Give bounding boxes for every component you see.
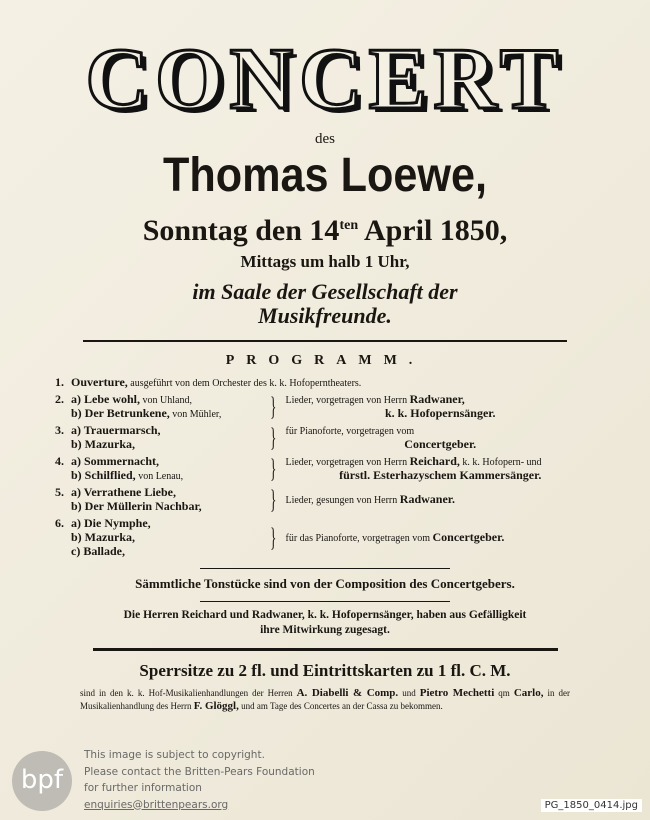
singers-note bbox=[0, 608, 650, 638]
work-extra: von Lenau, bbox=[135, 471, 184, 482]
brace: } bbox=[270, 523, 277, 552]
singers-note-line2: ihre Mitwirkung zugesagt. bbox=[260, 624, 390, 636]
work-name: b) Der Betrunkene, bbox=[71, 406, 170, 420]
item-number: 4. bbox=[55, 454, 64, 468]
sales-shop: Pietro Mechetti bbox=[419, 687, 495, 699]
item-description bbox=[285, 531, 595, 545]
program-item bbox=[55, 517, 595, 559]
work-title bbox=[71, 545, 261, 559]
item-number: 6. bbox=[55, 516, 64, 530]
desc-line2: Concertgeber. bbox=[404, 437, 477, 451]
watermark-line2: Please contact the Britten-Pears Foundation bbox=[84, 765, 315, 778]
venue-line1: im Saale der Gesellschaft der bbox=[192, 279, 458, 304]
program-item bbox=[55, 376, 595, 390]
program-heading: PROGRAMM. bbox=[225, 353, 425, 368]
poster bbox=[0, 30, 650, 713]
ticket-sales-info bbox=[80, 687, 570, 713]
desc-performer: Concertgeber. bbox=[432, 530, 505, 544]
divider bbox=[93, 648, 558, 651]
divider bbox=[200, 601, 450, 602]
item-description bbox=[285, 393, 595, 421]
work-name: a) Lebe wohl, bbox=[71, 392, 140, 406]
work-extra: von Mühler, bbox=[169, 409, 222, 420]
work-extra: von Uhland, bbox=[140, 395, 192, 406]
venue-line2: Musikfreunde. bbox=[258, 303, 392, 328]
program-item bbox=[55, 424, 595, 452]
work-title bbox=[71, 469, 261, 483]
work-title bbox=[71, 455, 261, 469]
sales-text: und bbox=[398, 688, 420, 698]
poster-title: CONCERT bbox=[85, 31, 565, 128]
work-title bbox=[71, 407, 261, 421]
work-title bbox=[71, 486, 261, 500]
sales-shop: Carlo, bbox=[513, 687, 544, 699]
work-name: a) Verrathene Liebe, bbox=[71, 485, 176, 499]
desc-text: Lieder, gesungen von Herrn bbox=[285, 495, 400, 506]
item-description bbox=[285, 493, 595, 507]
item-number: 2. bbox=[55, 392, 64, 406]
item-number: 3. bbox=[55, 423, 64, 437]
desc-performer: Radwaner, bbox=[409, 392, 465, 406]
work-name: b) Mazurka, bbox=[71, 530, 135, 544]
divider bbox=[200, 568, 450, 569]
sales-text: qm bbox=[494, 688, 514, 698]
copyright-watermark bbox=[0, 747, 315, 817]
work-extra: ausgeführt von dem Orchester des k. k. Hofoperntheaters. bbox=[127, 378, 362, 389]
desc-text: Lieder, vorgetragen von Herrn bbox=[285, 457, 410, 468]
brace: } bbox=[270, 485, 277, 514]
ticket-prices: Sperrsitze zu 2 fl. und Eintrittskarten zu 1 fl. C. M. bbox=[139, 661, 511, 680]
venue bbox=[0, 280, 650, 328]
desc-text: für Pianoforte, vorgetragen vom bbox=[285, 426, 415, 437]
performer-name: Thomas Loewe, bbox=[162, 149, 488, 202]
work-name: b) Der Müllerin Nachbar, bbox=[71, 499, 202, 513]
desc-text: Lieder, vorgetragen von Herrn bbox=[285, 395, 410, 406]
work-title bbox=[71, 376, 595, 390]
program-item bbox=[55, 393, 595, 421]
item-description bbox=[285, 455, 595, 483]
work-name: b) Schilflied, bbox=[71, 468, 136, 482]
work-name: a) Sommernacht, bbox=[71, 454, 159, 468]
watermark-line1: This image is subject to copyright. bbox=[84, 749, 265, 761]
sales-text: in der Musikalienhandlung des Herrn bbox=[80, 688, 570, 711]
work-title bbox=[71, 500, 261, 514]
file-id-label: PG_1850_0414.jpg bbox=[541, 799, 642, 812]
composition-note: Sämmtliche Tonstücke sind von der Composition des Concertgebers. bbox=[135, 576, 515, 591]
brace: } bbox=[270, 392, 277, 421]
sales-shop: A. Diabelli & Comp. bbox=[296, 687, 399, 699]
item-number: 5. bbox=[55, 485, 64, 499]
date-post: April 1850, bbox=[358, 214, 508, 247]
divider bbox=[83, 340, 567, 342]
date-pre: Sonntag den 14 bbox=[142, 214, 340, 247]
desc-performer: Radwaner. bbox=[399, 492, 456, 506]
work-name: a) Die Nymphe, bbox=[71, 516, 151, 530]
work-name: Ouverture, bbox=[71, 375, 128, 389]
sales-shop: F. Glöggl, bbox=[193, 700, 239, 712]
program-list bbox=[55, 376, 595, 559]
work-title bbox=[71, 393, 261, 407]
singers-note-line1: Die Herren Reichard und Radwaner, k. k. Hofopernsänger, haben aus Gefälligkeit bbox=[123, 609, 527, 621]
item-description bbox=[285, 424, 595, 452]
des-text: des bbox=[315, 131, 335, 147]
desc-text: für das Pianoforte, vorgetragen vom bbox=[285, 533, 433, 544]
desc-performer: Reichard, bbox=[409, 454, 460, 468]
item-number: 1. bbox=[55, 375, 64, 389]
program-item bbox=[55, 455, 595, 483]
desc-line2: k. k. Hofopernsänger. bbox=[384, 406, 496, 420]
brace: } bbox=[270, 423, 277, 452]
concert-time: Mittags um halb 1 Uhr, bbox=[240, 252, 410, 271]
work-name: b) Mazurka, bbox=[71, 437, 135, 451]
desc-text: k. k. Hofopern- und bbox=[459, 457, 542, 468]
watermark-line3: for further information bbox=[84, 782, 202, 794]
work-name: c) Ballade, bbox=[71, 544, 125, 558]
work-title bbox=[71, 531, 261, 545]
program-item bbox=[55, 486, 595, 514]
work-title bbox=[71, 438, 261, 452]
email-link[interactable]: enquiries@brittenpears.org bbox=[84, 798, 229, 811]
work-title bbox=[71, 517, 261, 531]
bpf-logo: bpf bbox=[12, 751, 72, 811]
sales-text: sind in den k. k. Hof-Musikalienhandlungen der Herren bbox=[80, 688, 297, 698]
brace: } bbox=[270, 454, 277, 483]
work-name: a) Trauermarsch, bbox=[71, 423, 161, 437]
concert-date bbox=[0, 212, 650, 250]
work-title bbox=[71, 424, 261, 438]
desc-line2: fürstl. Esterhazyschem Kammersänger. bbox=[339, 468, 542, 482]
date-sup: ten bbox=[339, 218, 359, 233]
sales-text: und am Tage des Concertes an der Cassa zu bekommen. bbox=[238, 701, 443, 711]
